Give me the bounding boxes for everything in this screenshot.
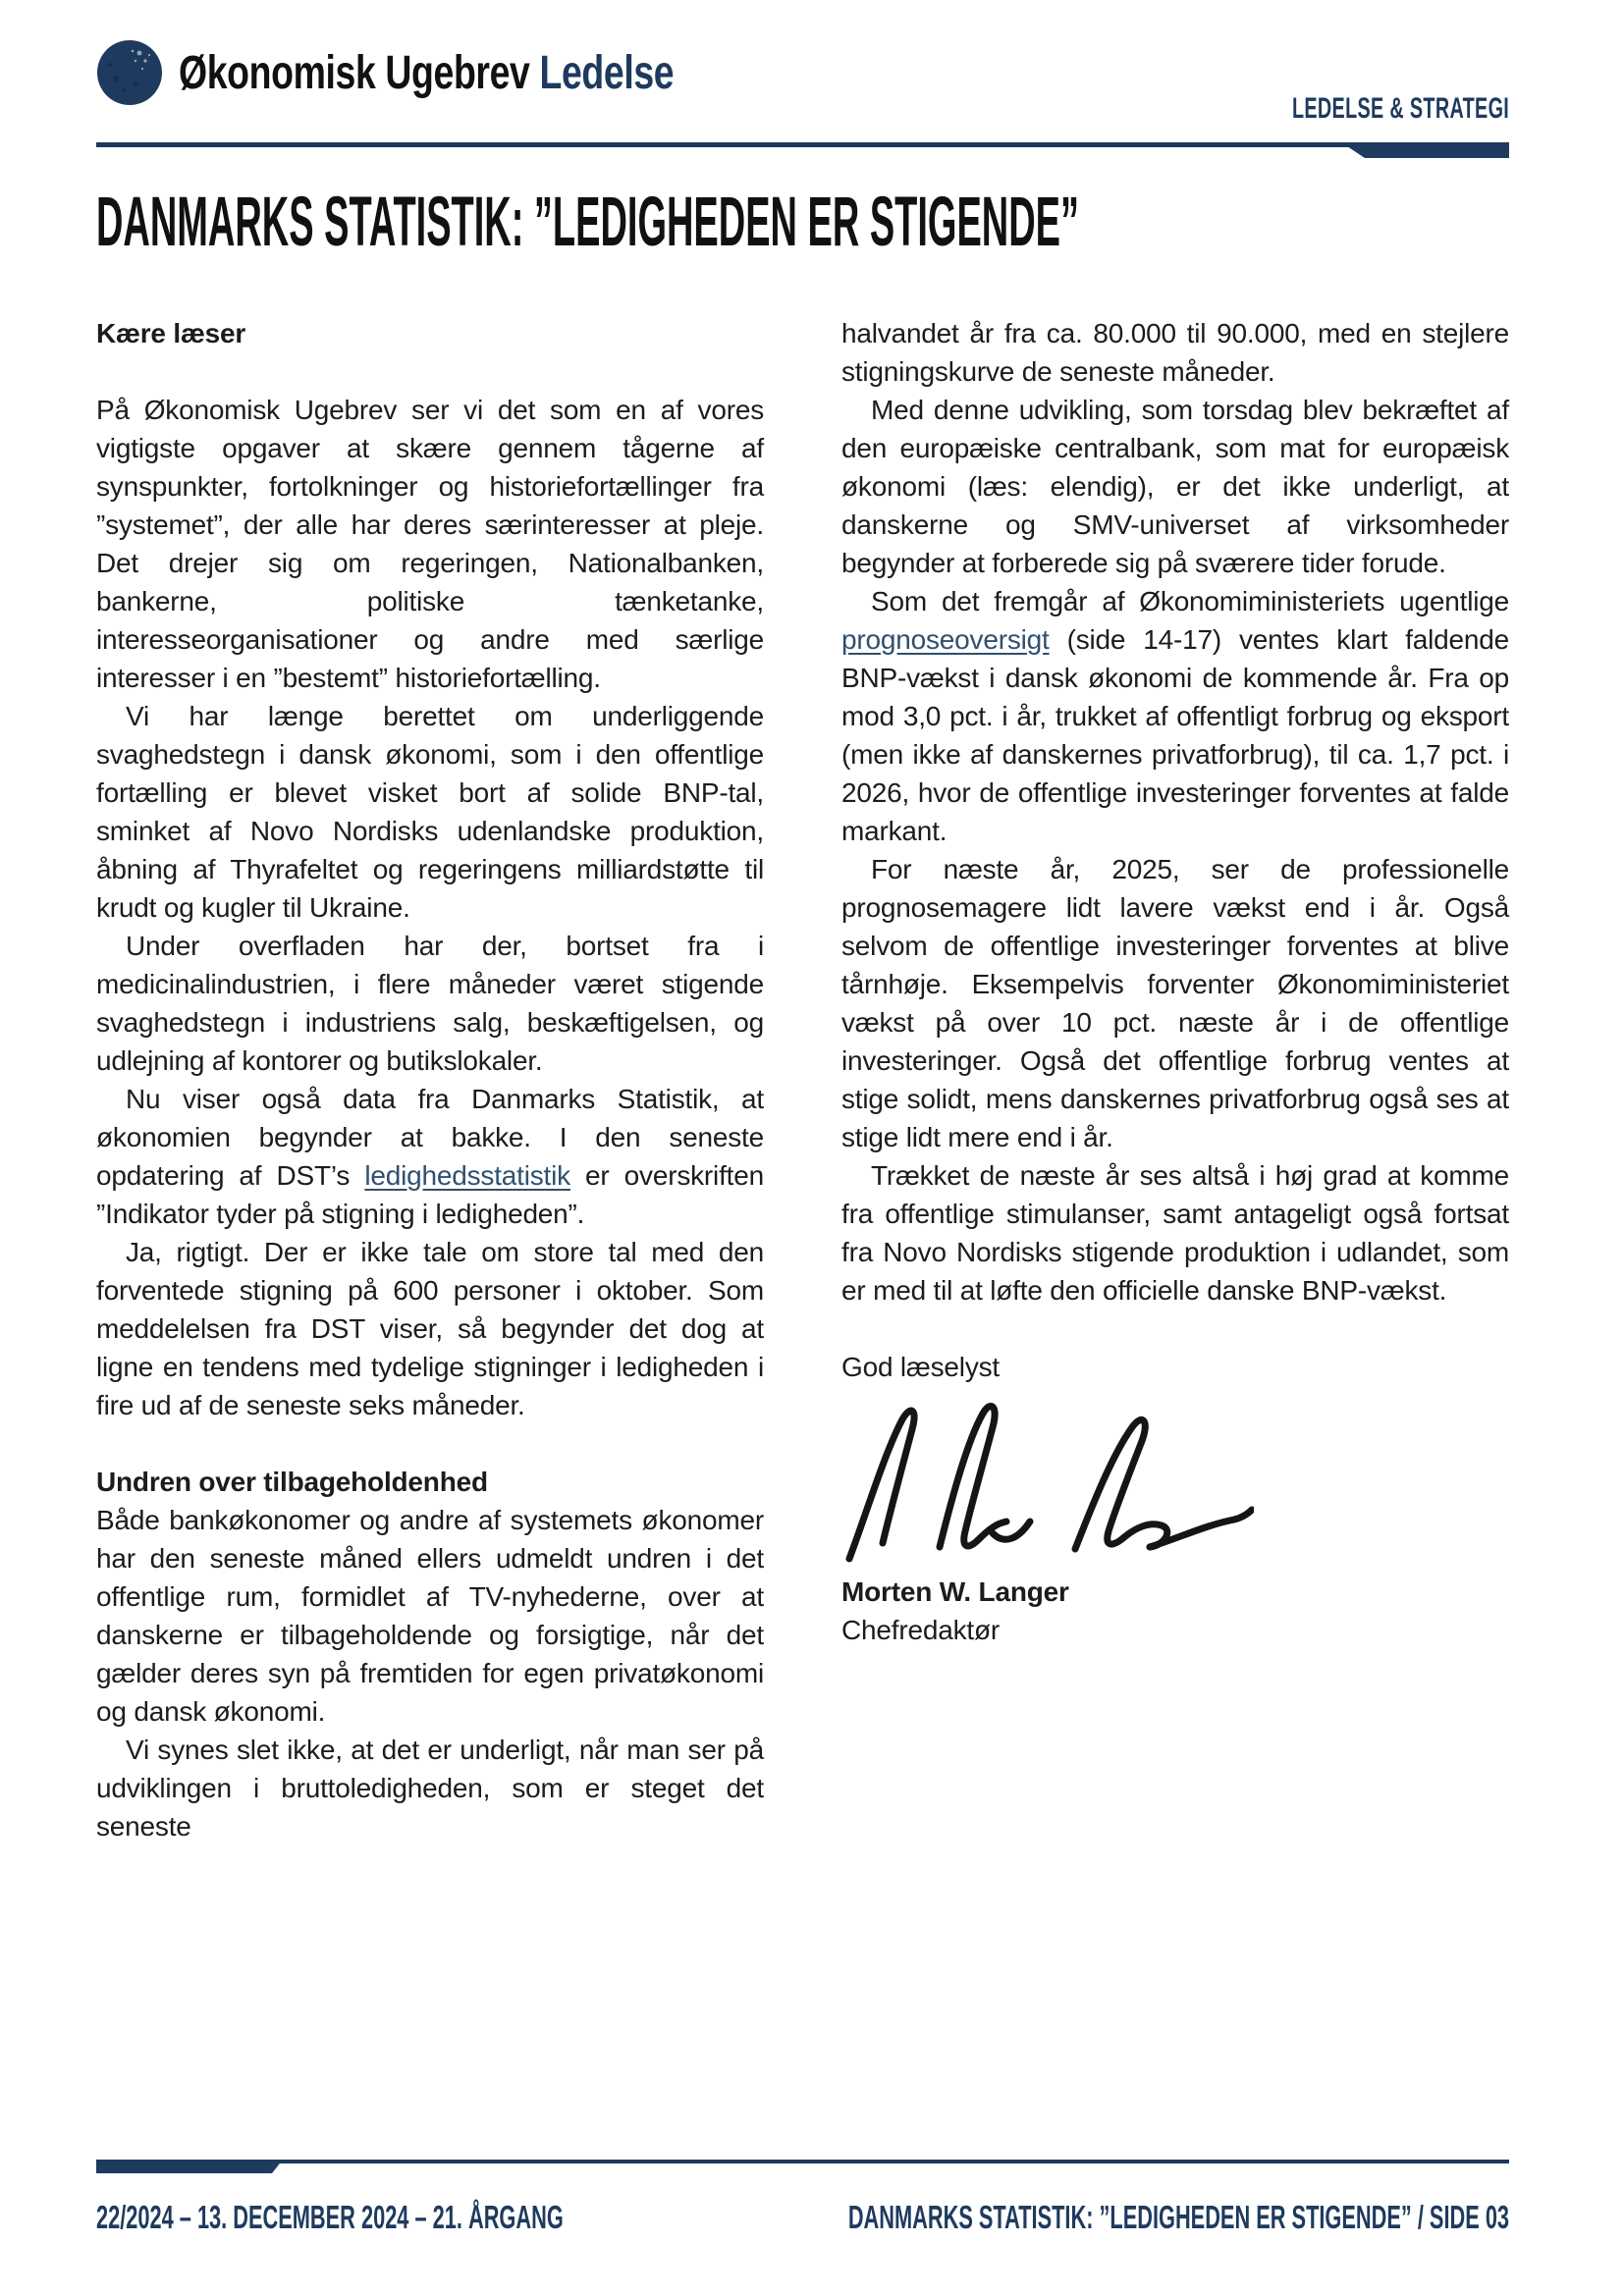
footer-article-info: DANMARKS STATISTIK: ”LEDIGHEDEN ER STIGENDE” / SIDE 03 bbox=[847, 2199, 1509, 2235]
footer-rule-accent bbox=[96, 2160, 283, 2173]
text-run: Trækket de næste år ses altså i høj grad at komme fra offentlige stimulanser, samt antageligt også fortsat fra Novo Nordisks stigende produktion i udlandet, som er med til at løfte den officielle danske BNP-vækst. bbox=[841, 1160, 1509, 1306]
text-run: God læselyst bbox=[841, 1352, 1000, 1382]
paragraph bbox=[841, 582, 1509, 850]
text-run: Både bankøkonomer og andre af systemets økonomer har den seneste måned ellers udmeldt undren i det offentlige rum, formidlet af TV-nyhederne, over at danskerne er tilbageholdende og forsigtige, når det gælder deres syn på fremtiden for egen privatøkonomi og dansk økonomi. bbox=[96, 1505, 764, 1727]
article-body bbox=[96, 314, 1509, 1845]
text-run: Vi har længe berettet om underliggende svaghedstegn i dansk økonomi, som i den offentlige fortælling er blevet visket bort af solide BNP-tal, sminket af Novo Nordisks udenlandske produktion, åbning af Thyrafeltet og regeringens milliardstøtte til krudt og kugler til Ukraine. bbox=[96, 701, 764, 923]
header-rule-accent bbox=[1341, 142, 1509, 158]
subheading bbox=[96, 314, 764, 352]
inline-link[interactable]: ledighedsstatistik bbox=[364, 1160, 570, 1191]
text-run: Nu viser også data fra Danmarks Statistik, at økonomien begynder at bakke. I den seneste opdatering af DST’s bbox=[96, 1084, 764, 1191]
text-run: Som det fremgår af Økonomiministeriets ugentlige bbox=[871, 586, 1509, 616]
footer-rule bbox=[96, 2160, 1509, 2163]
paragraph bbox=[96, 391, 764, 697]
paragraph bbox=[841, 314, 1509, 391]
article-title: DANMARKS STATISTIK: ”LEDIGHEDEN ER STIGENDE” bbox=[96, 184, 1080, 261]
text-run: Under overfladen har der, bortset fra i medicinalindustrien, i flere måneder været stigende svaghedstegn i industriens salg, beskæftigelsen, og udlejning af kontorer og butikslokaler. bbox=[96, 931, 764, 1076]
text-run: (side 14-17) ventes klart faldende BNP-vækst i dansk økonomi de kommende år. Fra op mod 3,0 pct. i år, trukket af offentligt forbrug og eksport (men ikke af danskernes privatforbrug), til ca. 1,7 pct. i 2026, hvor de offentlige investeringer forventes at falde markant. bbox=[841, 624, 1509, 846]
wordmark-edition: Ledelse bbox=[539, 46, 675, 99]
paragraph bbox=[841, 391, 1509, 582]
paragraph bbox=[96, 1233, 764, 1424]
article-column-left bbox=[96, 314, 764, 1845]
paragraph bbox=[96, 927, 764, 1080]
publisher-wordmark bbox=[179, 46, 674, 100]
text-run: For næste år, 2025, ser de professionelle prognosemagere lidt lavere vækst end i år. Også selvom de offentlige investeringer forventes at blive tårnhøje. Eksempelvis forventer Økonomiministeriet vækst på over 10 pct. næste år i de offentlige investeringer. Også det offentlige forbrug ventes at stige solidt, mens danskernes privatforbrug også ses at stige lidt mere end i år. bbox=[841, 854, 1509, 1152]
text-run: På Økonomisk Ugebrev ser vi det som en af vores vigtigste opgaver at skære gennem tågerne af synspunkter, fortolkninger og historiefortællinger fra ”systemet”, der alle har deres særinteresser at pleje. Det drejer sig om regeringen, Nationalbanken, bankerne, politiske tænketanke, interesseorganisationer og andre med særlige interesser i en ”bestemt” historiefortælling. bbox=[96, 395, 764, 693]
text-run: Med denne udvikling, som torsdag blev bekræftet af den europæiske centralbank, som mat for europæisk økonomi (læs: elendig), er det ikke underligt, at danskerne og SMV-universet af virksomheder begynder at forberede sig på sværere tider forude. bbox=[841, 395, 1509, 578]
text-run: Kære læser bbox=[96, 318, 246, 348]
signoff-role: Chefredaktør bbox=[841, 1615, 1000, 1645]
wordmark-main: Økonomisk Ugebrev bbox=[179, 46, 530, 99]
subheading bbox=[96, 1463, 764, 1501]
text-run: Undren over tilbageholdenhed bbox=[96, 1467, 488, 1497]
text-run: halvandet år fra ca. 80.000 til 90.000, med en stejlere stigningskurve de seneste måneder. bbox=[841, 318, 1509, 387]
article-column-right bbox=[841, 314, 1509, 1845]
footer-issue-info: 22/2024 – 13. DECEMBER 2024 – 21. ÅRGANG bbox=[96, 2199, 564, 2235]
header-rule bbox=[96, 142, 1509, 147]
paragraph bbox=[841, 850, 1509, 1156]
section-label: LEDELSE & STRATEGI bbox=[1291, 92, 1509, 125]
text-run: er overskriften ”Indikator tyder på stigning i ledigheden”. bbox=[96, 1160, 764, 1229]
text-run: Vi synes slet ikke, at det er underligt, når man ser på udviklingen i bruttoledigheden, som er steget det seneste bbox=[96, 1735, 764, 1842]
signoff-name: Morten W. Langer bbox=[841, 1576, 1069, 1607]
publisher-logo bbox=[96, 39, 813, 106]
signature-image bbox=[841, 1402, 1509, 1569]
paragraph bbox=[841, 1348, 1509, 1386]
paragraph bbox=[96, 1731, 764, 1845]
text-run: Ja, rigtigt. Der er ikke tale om store tal med den forventede stigning på 600 personer i oktober. Som meddelelsen fra DST viser, så begynder det dog at ligne en tendens med tydelige stigninger i ledigheden i fire ud af de seneste seks måneder. bbox=[96, 1237, 764, 1420]
inline-link[interactable]: prognoseoversigt bbox=[841, 624, 1050, 655]
paragraph bbox=[96, 1501, 764, 1731]
paragraph bbox=[841, 1156, 1509, 1309]
paragraph bbox=[96, 1080, 764, 1233]
globe-logo-icon bbox=[96, 39, 163, 106]
paragraph bbox=[96, 697, 764, 927]
